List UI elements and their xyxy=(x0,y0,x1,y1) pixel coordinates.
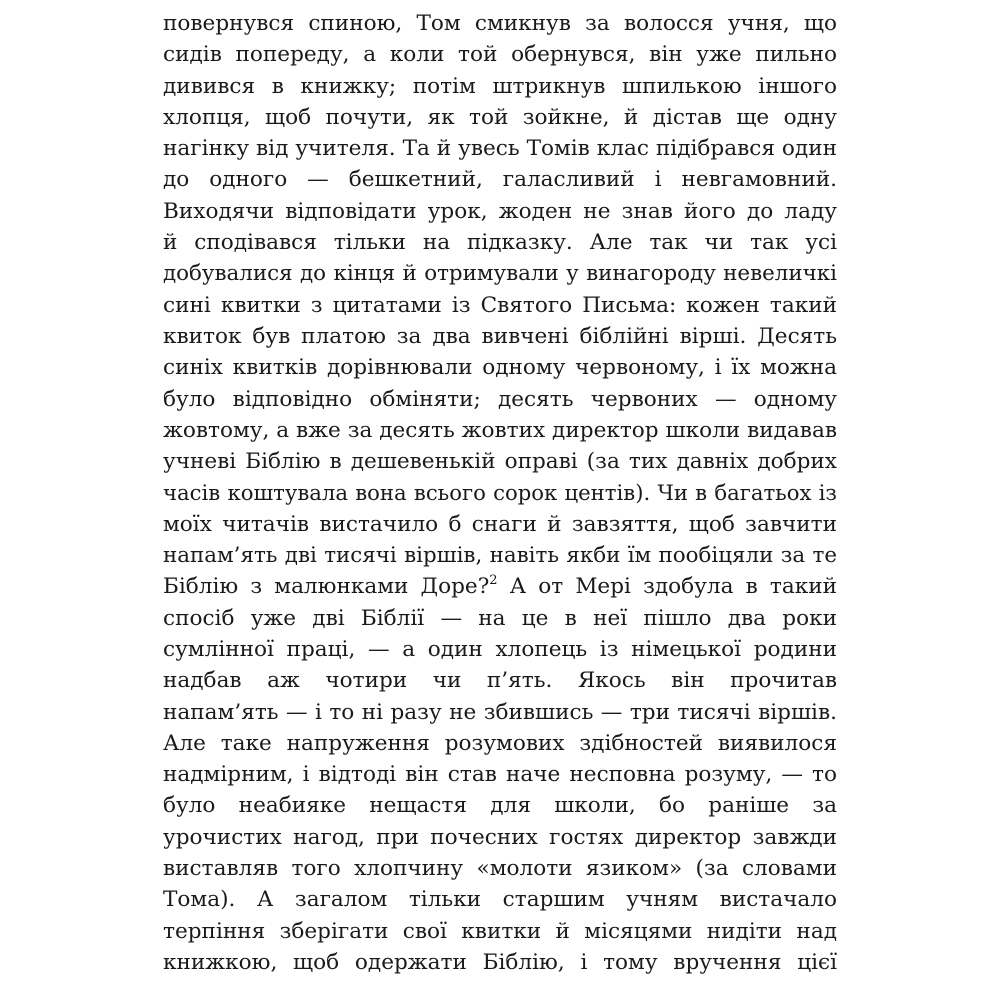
text-line-4: хлопця, щоб почути, як той зойкне, й дістав ще одну xyxy=(163,104,837,130)
text-line-1: повернувся спиною, Том смикнув за волосся учня, що xyxy=(163,11,837,36)
text-line-21: сумлінної праці, — а один хлопець із німецької родини xyxy=(163,636,837,662)
text-line-5: нагінку від учителя. Та й увесь Томів клас підібрався один xyxy=(163,136,837,162)
text-line-30: терпіння зберігати свої квитки й місяцями нидіти над xyxy=(163,918,837,944)
text-line-17: моїх читачів вистачило б снаги й завзяття, щоб завчити xyxy=(163,511,837,537)
text-line-15: учневі Біблію в дешевенькій оправі (за тих давніх добрих xyxy=(163,449,837,475)
text-line-7: Виходячи відповідати урок, жоден не знав його до ладу xyxy=(163,198,837,224)
text-line-22: надбав аж чотири чи п’ять. Якось він прочитав xyxy=(163,668,837,694)
text-line-6: до одного — бешкетний, галасливий і невгамовний. xyxy=(163,167,837,193)
text-line-18: напам’ять дві тисячі віршів, навіть якби їм пообіцяли за те xyxy=(163,543,837,569)
text-line-3: дивився в книжку; потім штрикнув шпилькою іншого xyxy=(163,73,837,99)
text-line-8: й сподівався тільки на підказку. Але так чи так усі xyxy=(163,230,837,256)
text-line-10: сині квитки з цитатами із Святого Письма: кожен такий xyxy=(163,292,837,318)
footnote-line-after: А от Мері здобула в такий xyxy=(497,574,837,600)
text-line-31: книжкою, щоб одержати Біблію, і тому вручення цієї xyxy=(163,949,837,975)
text-line-14: жовтому, а вже за десять жовтих директор школи видавав xyxy=(163,417,837,443)
text-line-footnote xyxy=(163,571,837,602)
text-line-29: Тома). А загалом тільки старшим учням вистачало xyxy=(163,887,837,913)
text-line-26: було неабияке нещастя для школи, бо раніше за xyxy=(163,793,837,819)
text-line-9: добувалися до кінця й отримували у винагороду невеличкі xyxy=(163,261,837,287)
footnote-line-before: Біблію з малюнками Доре? xyxy=(163,574,490,600)
text-line-28: виставляв того хлопчину «молоти язиком» (за словами xyxy=(163,856,837,882)
text-line-27: урочистих нагод, при почесних гостях директор завжди xyxy=(163,824,837,850)
text-line-23: напам’ять — і то ні разу не збившись — три тисячі віршів. xyxy=(163,699,837,725)
text-line-12: синіх квитків дорівнювали одному червоному, і їх можна xyxy=(163,355,837,381)
text-line-11: квиток був платою за два вивчені біблійні вірші. Десять xyxy=(163,323,837,349)
text-line-25: надмірним, і відтоді він став наче несповна розуму, — то xyxy=(163,762,837,788)
text-line-2: сидів попереду, а коли той обернувся, він уже пильно xyxy=(163,42,837,68)
book-page xyxy=(163,8,837,978)
text-line-24: Але таке напруження розумових здібностей виявилося xyxy=(163,730,837,756)
footnote-marker[interactable]: 2 xyxy=(489,573,498,589)
text-line-16: часів коштувала вона всього сорок центів). Чи в багатьох із xyxy=(163,480,837,506)
text-line-20: спосіб уже дві Біблії — на це в неї пішло два роки xyxy=(163,605,837,631)
text-line-13: було відповідно обміняти; десять червоних — одному xyxy=(163,386,837,412)
